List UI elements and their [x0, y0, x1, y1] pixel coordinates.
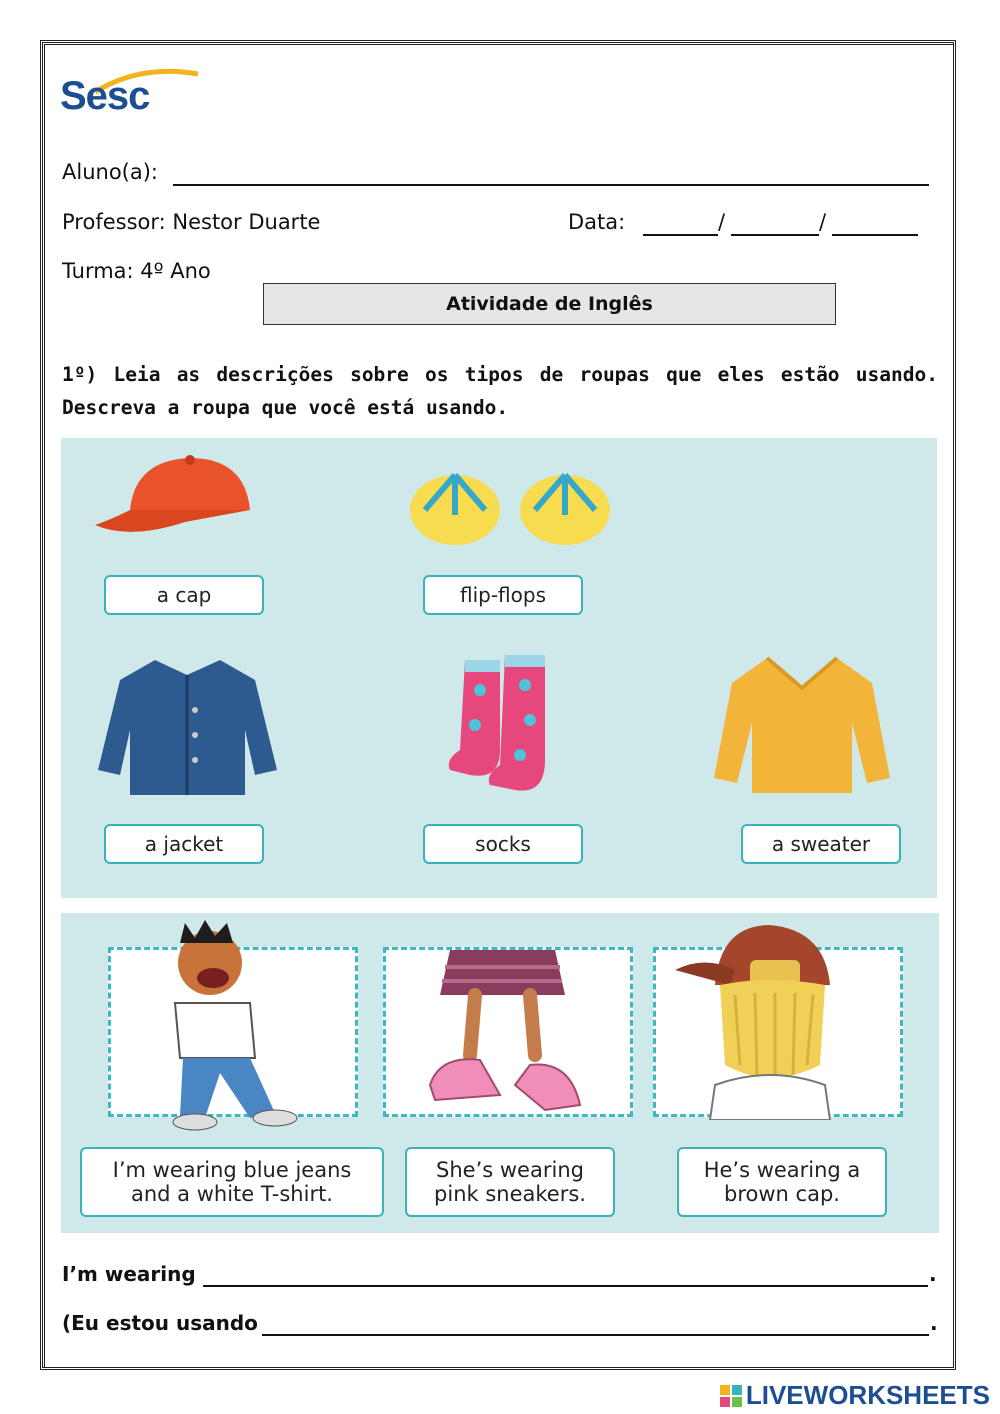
student-label: Aluno(a):: [62, 160, 158, 184]
example-caption-boy: [80, 1147, 384, 1217]
sweater-icon: [712, 648, 892, 798]
teacher-label: Professor: Nestor Duarte: [62, 210, 321, 234]
caption-line-2: and a white T-shirt.: [131, 1182, 333, 1206]
vocab-label-sweater: a sweater: [741, 824, 901, 864]
date-sep-2: /: [819, 210, 827, 234]
boy-icon: [155, 918, 315, 1133]
caption-line-1: She’s wearing: [436, 1158, 584, 1182]
caption-line-2: brown cap.: [724, 1182, 840, 1206]
date-label: Data:: [568, 210, 626, 234]
vocab-label-jacket: a jacket: [104, 824, 264, 864]
logo-text: Sesc: [60, 74, 150, 118]
date-year-line[interactable]: [832, 234, 918, 236]
sesc-logo: [60, 62, 180, 122]
liveworksheets-logo-icon: [720, 1385, 742, 1407]
jacket-icon: [95, 650, 280, 800]
date-day-line[interactable]: [643, 234, 718, 236]
instruction-text: 1º) Leia as descrições sobre os tipos de roupas que eles estão usando. Descreva a roupa que você está usando.: [62, 363, 938, 419]
cap-icon: [90, 450, 260, 555]
date-month-line[interactable]: [731, 234, 819, 236]
student-name-line[interactable]: [173, 184, 929, 186]
answer-label-english: I’m wearing: [62, 1262, 196, 1286]
socks-icon: [445, 650, 565, 800]
flip-flops-icon: [405, 455, 615, 555]
vocab-label-socks: socks: [423, 824, 583, 864]
caption-line-1: I’m wearing blue jeans: [112, 1158, 352, 1182]
brand-text: LIVEWORKSHEETS: [745, 1380, 990, 1410]
caption-line-1: He’s wearing a: [703, 1158, 861, 1182]
answer-end-english: .: [929, 1262, 937, 1286]
answer-line-portuguese[interactable]: [262, 1334, 929, 1336]
liveworksheets-brand: [720, 1380, 990, 1411]
date-sep-1: /: [718, 210, 726, 234]
boy-cap-back-icon: [675, 915, 845, 1120]
answer-label-portuguese: (Eu estou usando: [62, 1311, 258, 1335]
answer-end-portuguese: .: [930, 1311, 938, 1335]
class-label: Turma: 4º Ano: [62, 259, 211, 283]
activity-title: Atividade de Inglês: [263, 283, 836, 325]
vocab-label-flip-flops: flip-flops: [423, 575, 583, 615]
example-caption-girl: [405, 1147, 615, 1217]
answer-line-english[interactable]: [203, 1285, 928, 1287]
girl-legs-icon: [420, 945, 590, 1125]
example-caption-cap-boy: [677, 1147, 887, 1217]
caption-line-2: pink sneakers.: [434, 1182, 586, 1206]
vocab-label-cap: a cap: [104, 575, 264, 615]
